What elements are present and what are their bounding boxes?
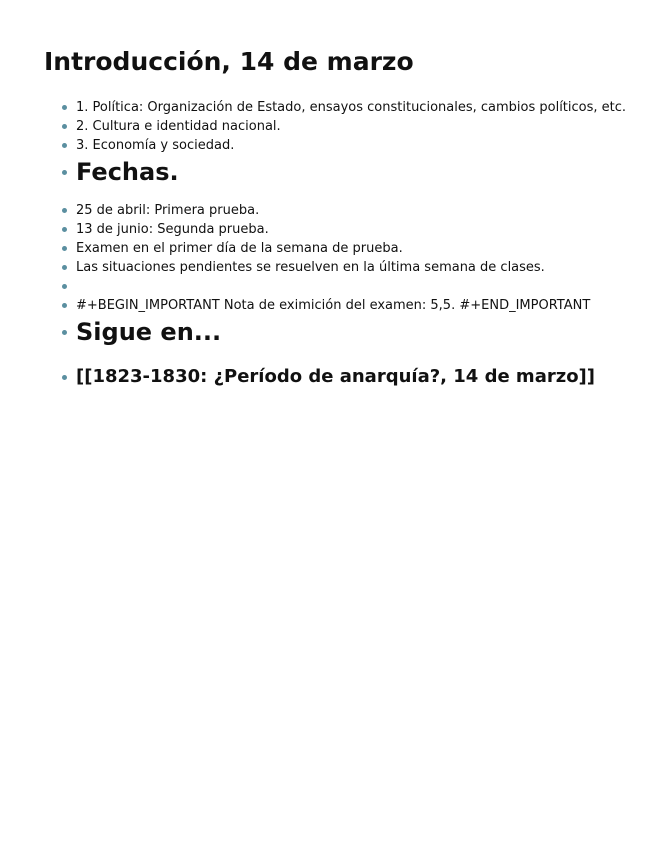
next-note-link[interactable]: [[1823-1830: ¿Período de anarquía?, 14 de marzo]] [76,363,636,391]
list-item-fecha-1: 25 de abril: Primera prueba. [76,201,636,220]
list-item-important-note: #+BEGIN_IMPORTANT Nota de eximición del examen: 5,5. #+END_IMPORTANT [76,296,636,315]
section-heading-fechas: Fechas. [76,155,636,189]
list-item-fecha-4: Las situaciones pendientes se resuelven en la última semana de clases. [76,258,636,277]
list-item-topic-1: 1. Política: Organización de Estado, ensayos constitucionales, cambios políticos, etc. [76,98,636,117]
list-item-fecha-3: Examen en el primer día de la semana de prueba. [76,239,636,258]
list-item-topic-3: 3. Economía y sociedad. [76,136,636,155]
section-heading-sigue: Sigue en... [76,315,636,349]
list-item-topic-2: 2. Cultura e identidad nacional. [76,117,636,136]
list-item-fecha-2: 13 de junio: Segunda prueba. [76,220,636,239]
outline-list [76,98,636,391]
page-title: Introducción, 14 de marzo [44,47,414,76]
list-item-empty [76,277,636,296]
